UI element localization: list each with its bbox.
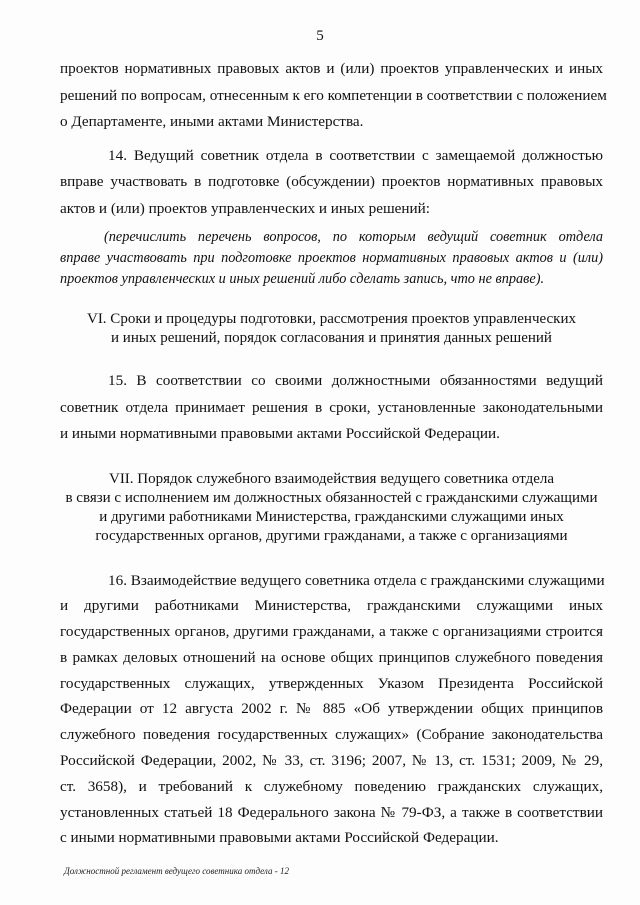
section-7-heading bbox=[60, 470, 603, 546]
text-line: вправе участвовать при подготовке проектов нормативных правовых актов и (или) bbox=[60, 250, 603, 266]
text-line: решений по вопросам, отнесенным к его компетенции в соответствии с положением bbox=[60, 86, 607, 104]
text-line: государственных органов, другими гражданами, а также с организациями строится bbox=[60, 623, 603, 641]
text-line: и другими работниками Министерства, гражданскими служащими иных bbox=[60, 597, 603, 615]
text-line: с иными нормативными правовыми актами Российской Федерации. bbox=[60, 829, 499, 847]
text-line: установленных статьей 18 Федерального закона № 79-ФЗ, а также в соответствии bbox=[60, 803, 603, 821]
text-line: 16. Взаимодействие ведущего советника отдела с гражданскими служащими bbox=[108, 571, 605, 589]
document-body bbox=[60, 56, 607, 851]
text-line: государственных служащих, утвержденных Указом Президента Российской bbox=[60, 674, 603, 692]
heading-line: VII. Порядок служебного взаимодействия ведущего советника отдела bbox=[108, 470, 555, 487]
heading-line: и иных решений, порядок согласования и принятия данных решений bbox=[111, 330, 552, 346]
heading-line: VI. Сроки и процедуры подготовки, рассмотрения проектов управленческих bbox=[86, 311, 577, 327]
text-line: актов и (или) проектов управленческих и иных решений: bbox=[60, 199, 431, 217]
text-line: служебного поведения государственных служащих» (Собрание законодательства bbox=[60, 726, 603, 744]
text-line: вправе участвовать в подготовке (обсуждении) проектов нормативных правовых bbox=[60, 173, 603, 190]
text-line: советник отдела принимает решения в сроки, установленные законодательными bbox=[60, 398, 603, 416]
text-line: о Департаменте, иными актами Министерства. bbox=[60, 113, 364, 130]
paragraph-14 bbox=[60, 143, 603, 223]
text-line: 14. Ведущий советник отдела в соответствии с замещаемой должностью bbox=[108, 146, 603, 164]
heading-line: в связи с исполнением им должностных обязанностей с гражданскими служащими bbox=[65, 489, 598, 506]
text-line: (перечислить перечень вопросов, по которым ведущий советник отдела bbox=[104, 229, 603, 245]
page-footer: Должностной регламент ведущего советника отдела - 12 bbox=[64, 866, 289, 876]
text-line: проектов нормативных правовых актов и (или) проектов управленческих и иных bbox=[60, 60, 603, 77]
paragraph-16 bbox=[60, 568, 603, 852]
text-line: Российской Федерации, 2002, № 33, ст. 3196; 2007, № 13, ст. 1531; 2009, № 29, bbox=[60, 752, 603, 770]
paragraph-13-continuation bbox=[60, 56, 607, 136]
heading-line: государственных органов, другими гражданами, а также с организациями bbox=[95, 527, 568, 544]
text-line: Федерации от 12 августа 2002 г. № 885 «Об утверждении общих принципов bbox=[60, 700, 603, 718]
text-line: ст. 3658), и требований к служебному поведению гражданских служащих, bbox=[60, 777, 603, 795]
page-number: 5 bbox=[316, 28, 324, 44]
paragraph-14-note bbox=[60, 227, 603, 290]
heading-line: и другими работниками Министерства, гражданскими служащими иных bbox=[99, 508, 564, 525]
text-line: проектов управленческих и иных решений либо сделать запись, что не вправе). bbox=[60, 271, 545, 287]
section-6-heading bbox=[60, 310, 603, 348]
text-line: в рамках деловых отношений на основе общих принципов служебного поведения bbox=[60, 648, 603, 666]
paragraph-15 bbox=[60, 368, 603, 448]
text-line: и иными нормативными правовыми актами Российской Федерации. bbox=[60, 425, 500, 442]
text-line: 15. В соответствии со своими должностными обязанностями ведущий bbox=[108, 372, 603, 389]
